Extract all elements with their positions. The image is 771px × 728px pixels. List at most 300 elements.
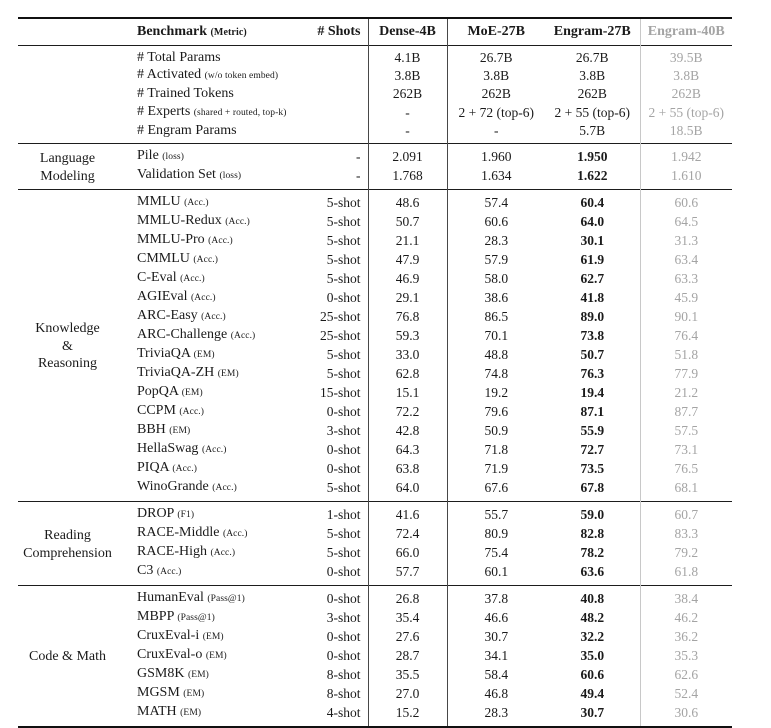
value-dense-4b: 72.4 — [368, 524, 447, 543]
benchmark-name-text: CCPM — [137, 402, 176, 418]
value-engram-40b: 31.3 — [674, 232, 699, 248]
table-row — [18, 189, 732, 212]
value-engram-40b: 64.5 — [674, 213, 699, 229]
metric-label: (F1) — [177, 509, 195, 520]
value-dense-4b: 15.2 — [368, 703, 447, 727]
benchmark-name — [137, 585, 315, 608]
value-moe-27b: 1.634 — [481, 167, 512, 183]
metric-label: (EM) — [217, 368, 239, 379]
benchmark-name-text: # Activated — [137, 66, 202, 82]
value-moe-27b: 46.8 — [484, 685, 509, 701]
category-label — [18, 143, 137, 189]
category-header-empty — [18, 18, 137, 45]
benchmark-name — [137, 288, 315, 307]
benchmark-name-text: HellaSwag — [137, 440, 199, 456]
category-line: & — [62, 338, 73, 354]
benchmark-name-text: # Experts — [137, 103, 191, 119]
value-dense-4b: 2.091 — [368, 143, 447, 166]
value-moe-27b: 86.5 — [484, 308, 509, 324]
benchmark-name-text: RACE-Middle — [137, 524, 220, 540]
value-engram-40b: 77.9 — [674, 365, 699, 381]
shots-value: 8-shot — [315, 665, 368, 684]
section-knowledge-reasoning — [18, 189, 732, 501]
section-reading-comprehension — [18, 501, 732, 585]
value-engram-40b: 76.5 — [674, 460, 699, 476]
shots-value — [315, 122, 368, 144]
value-dense-4b: 42.8 — [368, 421, 447, 440]
value-dense-4b: 57.7 — [368, 562, 447, 586]
value-engram-27b: 87.1 — [545, 402, 640, 421]
benchmark-name — [137, 166, 315, 190]
shots-value: 1-shot — [315, 501, 368, 524]
value-dense-4b: 35.5 — [368, 665, 447, 684]
value-moe-27b: 80.9 — [484, 525, 509, 541]
benchmark-name — [137, 231, 315, 250]
category-label — [18, 45, 137, 143]
benchmark-name — [137, 402, 315, 421]
value-engram-40b: 1.610 — [671, 167, 702, 183]
shots-value: 5-shot — [315, 189, 368, 212]
table-row — [18, 45, 732, 66]
value-engram-40b: 30.6 — [674, 704, 699, 720]
value-engram-27b: 30.1 — [545, 231, 640, 250]
value-moe-27b: 71.8 — [484, 441, 509, 457]
metric-label: (Acc.) — [230, 330, 256, 341]
value-engram-27b: 41.8 — [545, 288, 640, 307]
benchmark-name — [137, 66, 315, 85]
value-engram-27b: 72.7 — [545, 440, 640, 459]
value-engram-40b: 60.7 — [674, 506, 699, 522]
benchmark-name — [137, 364, 315, 383]
category-line: Code & Math — [29, 649, 106, 665]
value-engram-27b: 62.7 — [545, 269, 640, 288]
value-engram-40b: 76.4 — [674, 327, 699, 343]
value-dense-4b: 15.1 — [368, 383, 447, 402]
value-dense-4b: 64.0 — [368, 478, 447, 502]
value-engram-27b: 60.4 — [545, 189, 640, 212]
value-moe-27b: 28.3 — [484, 232, 509, 248]
value-engram-27b: 76.3 — [545, 364, 640, 383]
benchmark-name-text: CMMLU — [137, 250, 190, 266]
model-header-engram-40b: Engram-40B — [647, 24, 725, 40]
value-moe-27b: 30.7 — [484, 628, 509, 644]
value-engram-40b: 73.1 — [674, 441, 699, 457]
metric-label: (w/o token embed) — [204, 70, 279, 81]
benchmark-name — [137, 421, 315, 440]
metric-label: (Acc.) — [212, 482, 237, 493]
value-engram-40b: 63.4 — [674, 251, 699, 267]
value-engram-40b: 83.3 — [674, 525, 699, 541]
benchmark-name — [137, 269, 315, 288]
value-engram-27b: 2 + 55 (top-6) — [545, 103, 640, 122]
shots-value: 5-shot — [315, 250, 368, 269]
benchmark-name — [137, 646, 315, 665]
metric-label: (Acc.) — [193, 254, 219, 265]
value-engram-40b: 18.5B — [669, 122, 703, 138]
metric-label: (EM) — [169, 425, 191, 436]
section-model-specs — [18, 45, 732, 143]
benchmark-name-text: # Trained Tokens — [137, 86, 234, 101]
value-engram-27b: 262B — [545, 85, 640, 103]
value-dense-4b: - — [368, 122, 447, 144]
value-engram-27b: 40.8 — [545, 585, 640, 608]
value-engram-40b: 79.2 — [674, 544, 699, 560]
value-dense-4b: 27.6 — [368, 627, 447, 646]
model-header-engram-27b: Engram-27B — [545, 18, 640, 45]
shots-value — [315, 45, 368, 66]
benchmark-column-header — [137, 18, 315, 45]
shots-value: 0-shot — [315, 562, 368, 586]
value-moe-27b: 79.6 — [484, 403, 509, 419]
benchmark-name — [137, 501, 315, 524]
value-engram-40b: 63.3 — [674, 270, 699, 286]
benchmark-name — [137, 665, 315, 684]
value-moe-27b: 58.0 — [484, 270, 509, 286]
benchmark-name-text: ARC-Challenge — [137, 326, 228, 342]
value-moe-27b: 71.9 — [484, 460, 509, 476]
value-engram-27b: 1.622 — [545, 166, 640, 190]
benchmark-name-text: TriviaQA — [137, 345, 191, 361]
value-moe-27b: 55.7 — [484, 506, 509, 522]
value-engram-27b: 30.7 — [545, 703, 640, 727]
value-dense-4b: 64.3 — [368, 440, 447, 459]
value-engram-27b: 73.8 — [545, 326, 640, 345]
value-engram-27b: 5.7B — [545, 122, 640, 144]
benchmark-header-label: Benchmark — [137, 23, 207, 39]
benchmark-name — [137, 524, 315, 543]
benchmark-name-text: C3 — [137, 562, 154, 578]
benchmark-name — [137, 608, 315, 627]
value-moe-27b: 60.6 — [484, 213, 509, 229]
value-engram-40b: 60.6 — [674, 194, 699, 210]
value-engram-40b: 1.942 — [671, 148, 702, 164]
value-engram-27b: 61.9 — [545, 250, 640, 269]
metric-label: (Acc.) — [210, 547, 236, 558]
shots-value: 5-shot — [315, 212, 368, 231]
benchmark-name-text: MMLU-Pro — [137, 231, 205, 247]
value-dense-4b: 1.768 — [368, 166, 447, 190]
shots-value: 8-shot — [315, 684, 368, 703]
value-engram-27b: 48.2 — [545, 608, 640, 627]
category-line: Knowledge — [35, 321, 100, 337]
shots-value: - — [315, 166, 368, 190]
shots-value: 15-shot — [315, 383, 368, 402]
shots-value — [315, 66, 368, 85]
shots-value: 5-shot — [315, 524, 368, 543]
value-dense-4b: 41.6 — [368, 501, 447, 524]
category-line: Modeling — [40, 168, 95, 184]
value-dense-4b: 47.9 — [368, 250, 447, 269]
benchmark-name-text: MBPP — [137, 608, 174, 624]
value-engram-40b: 61.8 — [674, 563, 699, 579]
value-dense-4b: 21.1 — [368, 231, 447, 250]
value-engram-27b: 78.2 — [545, 543, 640, 562]
metric-label: (Pass@1) — [207, 593, 245, 604]
value-moe-27b: 70.1 — [484, 327, 509, 343]
benchmark-name — [137, 440, 315, 459]
category-label — [18, 585, 137, 727]
table-row — [18, 585, 732, 608]
header-row — [18, 18, 732, 45]
metric-label: (EM) — [193, 349, 215, 360]
metric-label: (shared + routed, top-k) — [193, 107, 287, 118]
value-moe-27b: 262B — [481, 86, 511, 101]
value-moe-27b: 48.8 — [484, 346, 509, 362]
benchmark-name-text: PIQA — [137, 459, 169, 475]
shots-value: 5-shot — [315, 269, 368, 288]
metric-label: (EM) — [183, 688, 205, 699]
benchmark-name-text: ARC-Easy — [137, 307, 198, 323]
value-engram-40b: 57.5 — [674, 422, 699, 438]
benchmark-name-text: MATH — [137, 703, 177, 719]
model-header-moe-27b: MoE-27B — [467, 24, 526, 40]
shots-value: - — [315, 143, 368, 166]
value-engram-27b: 82.8 — [545, 524, 640, 543]
category-line: Comprehension — [23, 545, 112, 561]
benchmark-name-text: GSM8K — [137, 665, 185, 681]
shots-value: 4-shot — [315, 703, 368, 727]
category-line: Language — [39, 151, 96, 166]
value-dense-4b: 76.8 — [368, 307, 447, 326]
benchmark-name-text: CruxEval-i — [137, 627, 200, 643]
benchmark-name — [137, 627, 315, 646]
benchmark-name — [137, 143, 315, 166]
shots-value — [315, 85, 368, 103]
benchmark-name — [137, 45, 315, 66]
value-moe-27b: 38.6 — [484, 289, 509, 305]
value-dense-4b: 262B — [368, 85, 447, 103]
shots-value: 25-shot — [315, 307, 368, 326]
value-moe-27b: 74.8 — [484, 365, 509, 381]
benchmark-name — [137, 122, 315, 144]
value-engram-40b: 35.3 — [674, 647, 699, 663]
benchmark-name-text: RACE-High — [137, 543, 207, 559]
value-moe-27b: 26.7B — [479, 49, 513, 65]
metric-label: (Acc.) — [208, 235, 233, 246]
benchmark-name-text: MGSM — [137, 684, 180, 700]
metric-label: (Acc.) — [201, 311, 226, 322]
value-dense-4b: 3.8B — [368, 66, 447, 85]
value-engram-40b: 39.5B — [669, 49, 703, 65]
value-dense-4b: 48.6 — [368, 189, 447, 212]
value-engram-27b: 67.8 — [545, 478, 640, 502]
benchmark-name-text: MMLU — [137, 193, 181, 209]
table-header — [18, 18, 732, 45]
benchmark-name-text: Pile — [137, 147, 159, 163]
value-moe-27b: 50.9 — [484, 422, 509, 438]
metric-label: (EM) — [187, 669, 209, 680]
metric-label: (Acc.) — [201, 444, 227, 455]
value-dense-4b: 46.9 — [368, 269, 447, 288]
benchmark-name — [137, 459, 315, 478]
value-engram-40b: 36.2 — [674, 628, 699, 644]
value-engram-27b: 73.5 — [545, 459, 640, 478]
value-moe-27b: 34.1 — [484, 647, 509, 663]
value-dense-4b: 29.1 — [368, 288, 447, 307]
shots-value: 5-shot — [315, 364, 368, 383]
shots-value: 3-shot — [315, 608, 368, 627]
value-engram-40b: 52.4 — [674, 685, 699, 701]
metric-label: (EM) — [202, 631, 224, 642]
value-engram-40b: 21.2 — [674, 384, 699, 400]
value-dense-4b: - — [368, 103, 447, 122]
section-code-math — [18, 585, 732, 727]
value-engram-40b: 90.1 — [674, 308, 699, 324]
benchmark-name-text: TriviaQA-ZH — [137, 364, 215, 380]
value-dense-4b: 4.1B — [368, 45, 447, 66]
section-language-modeling — [18, 143, 732, 189]
value-moe-27b: 67.6 — [484, 479, 509, 495]
benchmark-metric-label: (Metric) — [210, 26, 247, 38]
benchmark-name — [137, 326, 315, 345]
value-moe-27b: 2 + 72 (top-6) — [458, 104, 534, 120]
metric-label: (Acc.) — [172, 463, 198, 474]
value-engram-27b: 49.4 — [545, 684, 640, 703]
benchmark-name — [137, 250, 315, 269]
benchmark-name-text: C-Eval — [137, 269, 177, 285]
value-engram-27b: 32.2 — [545, 627, 640, 646]
shots-value: 0-shot — [315, 585, 368, 608]
value-engram-40b: 3.8B — [673, 67, 700, 83]
benchmark-name-text: # Engram Params — [137, 122, 237, 138]
shots-value: 0-shot — [315, 459, 368, 478]
metric-label: (Acc.) — [225, 216, 250, 227]
value-moe-27b: 46.6 — [484, 609, 509, 625]
shots-value: 25-shot — [315, 326, 368, 345]
value-engram-40b: 68.1 — [674, 479, 699, 495]
shots-value: 0-shot — [315, 288, 368, 307]
value-engram-40b: 46.2 — [674, 609, 699, 625]
shots-value: 5-shot — [315, 345, 368, 364]
value-moe-27b: 60.1 — [484, 563, 509, 579]
metric-label: (Pass@1) — [177, 612, 215, 623]
value-engram-40b: 2 + 55 (top-6) — [648, 104, 724, 120]
value-engram-27b: 59.0 — [545, 501, 640, 524]
benchmark-name — [137, 212, 315, 231]
benchmark-name-text: WinoGrande — [137, 478, 209, 494]
value-moe-27b: - — [494, 122, 499, 138]
shots-value: 3-shot — [315, 421, 368, 440]
value-engram-40b: 262B — [671, 86, 701, 101]
table-row — [18, 143, 732, 166]
value-engram-27b: 64.0 — [545, 212, 640, 231]
value-moe-27b: 37.8 — [484, 590, 509, 606]
value-moe-27b: 3.8B — [483, 67, 510, 83]
shots-value: 0-shot — [315, 402, 368, 421]
value-moe-27b: 57.9 — [484, 251, 509, 267]
value-engram-40b: 51.8 — [674, 346, 699, 362]
metric-label: (Acc.) — [191, 292, 216, 303]
value-engram-27b: 60.6 — [545, 665, 640, 684]
metric-label: (EM) — [205, 650, 227, 661]
metric-label: (Acc.) — [184, 197, 209, 208]
benchmark-name-text: DROP — [137, 505, 174, 521]
benchmark-name — [137, 345, 315, 364]
value-engram-27b: 19.4 — [545, 383, 640, 402]
value-engram-27b: 89.0 — [545, 307, 640, 326]
value-engram-27b: 3.8B — [545, 66, 640, 85]
value-engram-40b: 62.6 — [674, 666, 699, 682]
metric-label: (Acc.) — [180, 273, 205, 284]
benchmark-name — [137, 307, 315, 326]
category-label — [18, 189, 137, 501]
shots-column-header: # Shots — [315, 18, 368, 45]
value-engram-27b: 1.950 — [545, 143, 640, 166]
table-row — [18, 501, 732, 524]
category-line: Reasoning — [37, 356, 98, 372]
benchmark-name — [137, 103, 315, 122]
shots-value — [315, 103, 368, 122]
benchmark-name — [137, 85, 315, 103]
metric-label: (Acc.) — [156, 566, 182, 577]
value-dense-4b: 35.4 — [368, 608, 447, 627]
shots-value: 5-shot — [315, 543, 368, 562]
metric-label: (EM) — [180, 707, 202, 718]
benchmark-name — [137, 543, 315, 562]
benchmark-name-text: CruxEval-o — [137, 646, 203, 662]
value-engram-40b: 38.4 — [674, 590, 699, 606]
shots-value: 0-shot — [315, 627, 368, 646]
benchmark-name-text: Validation Set — [137, 166, 216, 182]
benchmark-name — [137, 684, 315, 703]
benchmark-name — [137, 189, 315, 212]
value-moe-27b: 58.4 — [484, 666, 509, 682]
value-moe-27b: 75.4 — [484, 544, 509, 560]
benchmark-name-text: PopQA — [137, 383, 179, 399]
benchmark-name — [137, 703, 315, 727]
metric-label: (EM) — [181, 387, 203, 398]
value-engram-40b: 87.7 — [674, 403, 699, 419]
value-dense-4b: 27.0 — [368, 684, 447, 703]
value-dense-4b: 62.8 — [368, 364, 447, 383]
value-dense-4b: 50.7 — [368, 212, 447, 231]
value-engram-27b: 50.7 — [545, 345, 640, 364]
metric-label: (loss) — [219, 170, 242, 181]
value-dense-4b: 28.7 — [368, 646, 447, 665]
benchmark-name — [137, 478, 315, 502]
value-dense-4b: 26.8 — [368, 585, 447, 608]
value-engram-27b: 55.9 — [545, 421, 640, 440]
metric-label: (Acc.) — [179, 406, 205, 417]
shots-value: 0-shot — [315, 646, 368, 665]
value-dense-4b: 59.3 — [368, 326, 447, 345]
shots-value: 5-shot — [315, 231, 368, 250]
benchmark-name-text: MMLU-Redux — [137, 212, 222, 228]
shots-value: 5-shot — [315, 478, 368, 502]
value-moe-27b: 57.4 — [484, 194, 509, 210]
benchmark-name-text: HumanEval — [137, 589, 204, 605]
benchmark-name-text: # Total Params — [137, 49, 221, 65]
value-dense-4b: 63.8 — [368, 459, 447, 478]
value-moe-27b: 28.3 — [484, 704, 509, 720]
benchmark-name-text: BBH — [137, 421, 166, 437]
benchmark-name-text: AGIEval — [137, 288, 188, 304]
shots-value: 0-shot — [315, 440, 368, 459]
value-engram-27b: 35.0 — [545, 646, 640, 665]
value-dense-4b: 33.0 — [368, 345, 447, 364]
value-dense-4b: 66.0 — [368, 543, 447, 562]
value-engram-40b: 45.9 — [674, 289, 699, 305]
benchmark-name — [137, 562, 315, 586]
value-moe-27b: 1.960 — [481, 148, 512, 164]
value-engram-27b: 63.6 — [545, 562, 640, 586]
model-header-dense-4b: Dense-4B — [368, 18, 447, 45]
metric-label: (loss) — [162, 151, 184, 162]
value-moe-27b: 19.2 — [484, 384, 509, 400]
category-label — [18, 501, 137, 585]
value-dense-4b: 72.2 — [368, 402, 447, 421]
value-engram-27b: 26.7B — [545, 45, 640, 66]
